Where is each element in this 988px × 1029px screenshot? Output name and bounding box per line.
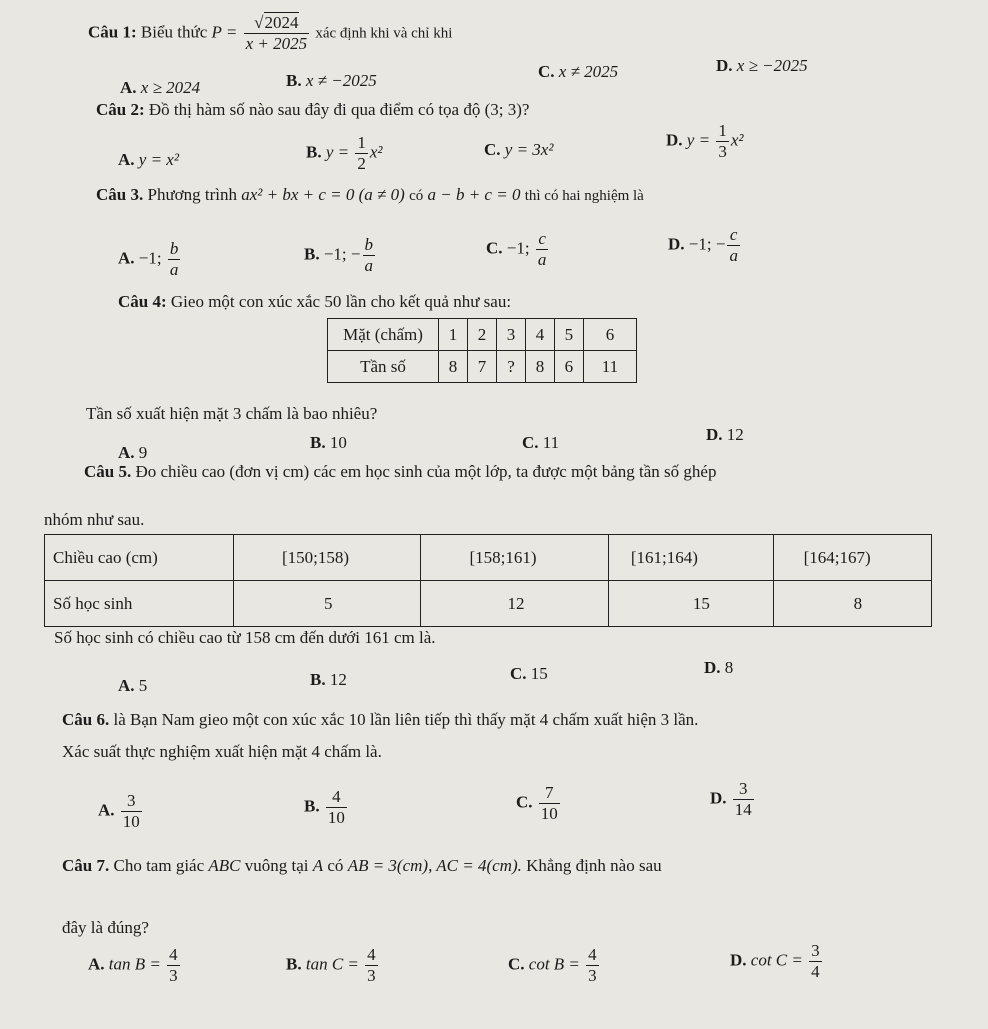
q5-option-b[interactable]: B. 12 [310, 670, 347, 689]
q6-option-a[interactable]: A. $\frac{3}{10}$ [98, 791, 140, 831]
q2-text: Đồ thị hàm số nào sau đây đi qua điểm có tọa độ (3; 3)? [148, 100, 530, 119]
q7-text-co: có [327, 856, 344, 875]
q5-option-a[interactable]: A. 5 [118, 676, 148, 695]
q3-option-c[interactable]: C. −1; $\frac{c}{a}$ [486, 229, 547, 269]
q5-table-cell: [150;158) [234, 535, 421, 581]
q4-table-cell: 2 [467, 319, 496, 351]
q2-option-b[interactable]: B. y = $\frac{1}{2}$ x² [306, 133, 383, 173]
q6-option-b[interactable]: B. $\frac{4}{10}$ [304, 787, 345, 827]
q2-option-d[interactable]: D. y = $\frac{1}{3}$ x² [666, 121, 744, 161]
q4-table-cell: 5 [554, 319, 583, 351]
q1-text-after: xác định khi và chỉ khi [315, 25, 453, 42]
q7-triangle: ABC [208, 856, 241, 875]
q4-table-header-face: Mặt (chấm) [328, 319, 439, 351]
q2-option-c[interactable]: C. y = 3x² [484, 140, 554, 159]
q4-table-cell: 1 [439, 319, 468, 351]
q3-option-d[interactable]: D. −1; − $\frac{c}{a}$ [668, 225, 738, 265]
q1-text-before: Biểu thức [140, 22, 208, 42]
q7-stem-line1 [62, 856, 662, 876]
q7-title: Câu 7. [62, 856, 110, 875]
q6-text-line2: Xác suất thực nghiệm xuất hiện mặt 4 chấm là. [62, 742, 382, 761]
q1-option-d[interactable]: D. x ≥ −2025 [716, 56, 808, 75]
q1-title: Câu 1: [88, 22, 137, 42]
q3-option-b[interactable]: B. −1; − $\frac{b}{a}$ [304, 235, 373, 275]
q3-title: Câu 3. [96, 185, 144, 204]
q5-table-cell: 5 [234, 581, 421, 627]
q4-option-d[interactable]: D. 12 [706, 425, 744, 444]
q7-text-mid: vuông tại [244, 856, 309, 875]
q1-frac-num: 2024 [264, 13, 299, 32]
q4-table-cell: 8 [525, 351, 554, 383]
q5-table-header-students: Số học sinh [45, 581, 234, 627]
q4-option-a[interactable]: A. 9 [118, 443, 148, 462]
q1-option-a[interactable]: A. x ≥ 2024 [120, 78, 201, 97]
q2-option-a[interactable]: A. y = x² [118, 150, 179, 169]
q5-option-c[interactable]: C. 15 [510, 664, 548, 683]
q7-option-c[interactable]: C. cot B = $\frac{4}{3}$ [508, 945, 597, 985]
q5-question: Số học sinh có chiều cao từ 158 cm đến dưới 161 cm là. [54, 628, 436, 647]
q3-option-a[interactable]: A. −1; $\frac{b}{a}$ [118, 239, 179, 279]
q5-option-d[interactable]: D. 8 [704, 658, 734, 677]
q7-given: AB = 3(cm), AC = 4(cm). [347, 856, 522, 875]
q6-text-line1: là Bạn Nam gieo một con xúc xắc 10 lần liên tiếp thì thấy mặt 4 chấm xuất hiện 3 lần. [113, 710, 699, 729]
q6-stem-line1 [62, 710, 698, 730]
q5-table-cell: [164;167) [773, 535, 931, 581]
q4-text: Gieo một con xúc xắc 50 lần cho kết quả như sau: [170, 292, 512, 311]
q5-text-line1: Đo chiều cao (đơn vị cm) các em học sinh của một lớp, ta được một bảng tần số ghép [135, 462, 717, 481]
q6-option-d[interactable]: D. $\frac{3}{14}$ [710, 779, 752, 819]
q1-expr-lhs: P = [211, 22, 238, 42]
q1-fraction [244, 14, 310, 53]
q3-equation: ax² + bx + c = 0 (a ≠ 0) [241, 185, 405, 204]
q7-text-before: Cho tam giác [113, 856, 205, 875]
q3-text-before: Phương trình [147, 185, 237, 204]
q5-text-line2: nhóm như sau. [44, 510, 145, 529]
q4-frequency-table [327, 318, 637, 383]
q4-table-cell: ? [496, 351, 525, 383]
q2-title: Câu 2: [96, 100, 145, 119]
sqrt-sign-icon: √ [254, 13, 264, 32]
q7-vertex: A [312, 856, 324, 875]
q3-condition: a − b + c = 0 [427, 185, 521, 204]
q5-table-header-height: Chiều cao (cm) [45, 535, 234, 581]
q4-question: Tần số xuất hiện mặt 3 chấm là bao nhiêu? [86, 404, 378, 423]
q3-stem [96, 185, 644, 205]
q7-text-after: Khẳng định nào sau [526, 856, 662, 875]
q1-stem [88, 14, 452, 53]
q4-table-cell: 6 [554, 351, 583, 383]
q5-table-cell: 12 [421, 581, 608, 627]
q4-table-cell: 11 [583, 351, 636, 383]
q4-table-cell: 4 [525, 319, 554, 351]
q1-frac-den: x + 2025 [245, 33, 308, 53]
q5-table-cell: [158;161) [421, 535, 608, 581]
q2-stem [96, 100, 529, 120]
q5-table-cell: [161;164) [608, 535, 773, 581]
q4-option-c[interactable]: C. 11 [522, 433, 560, 452]
q5-stem-line1 [84, 462, 716, 482]
q4-title: Câu 4: [118, 292, 167, 311]
q4-table-cell: 6 [583, 319, 636, 351]
q5-table-cell: 8 [773, 581, 931, 627]
q6-title: Câu 6. [62, 710, 110, 729]
q7-text-line2: đây là đúng? [62, 918, 149, 937]
q4-stem [118, 292, 511, 312]
q5-grouped-table [44, 534, 932, 627]
q7-option-d[interactable]: D. cot C = $\frac{3}{4}$ [730, 941, 820, 981]
q4-option-b[interactable]: B. 10 [310, 433, 347, 452]
q5-table-cell: 15 [608, 581, 773, 627]
q7-option-b[interactable]: B. tan C = $\frac{4}{3}$ [286, 945, 376, 985]
q4-table-header-frequency: Tần số [328, 351, 439, 383]
q5-title: Câu 5. [84, 462, 132, 481]
q1-option-c[interactable]: C. x ≠ 2025 [538, 62, 619, 81]
q4-table-cell: 7 [467, 351, 496, 383]
q7-option-a[interactable]: A. tan B = $\frac{4}{3}$ [88, 945, 178, 985]
q4-table-cell: 3 [496, 319, 525, 351]
q3-text-after: thì có hai nghiệm là [524, 188, 644, 204]
q3-text-mid: có [409, 188, 424, 204]
q6-option-c[interactable]: C. $\frac{7}{10}$ [516, 783, 558, 823]
q4-table-cell: 8 [439, 351, 468, 383]
q1-option-b[interactable]: B. x ≠ −2025 [286, 71, 377, 90]
